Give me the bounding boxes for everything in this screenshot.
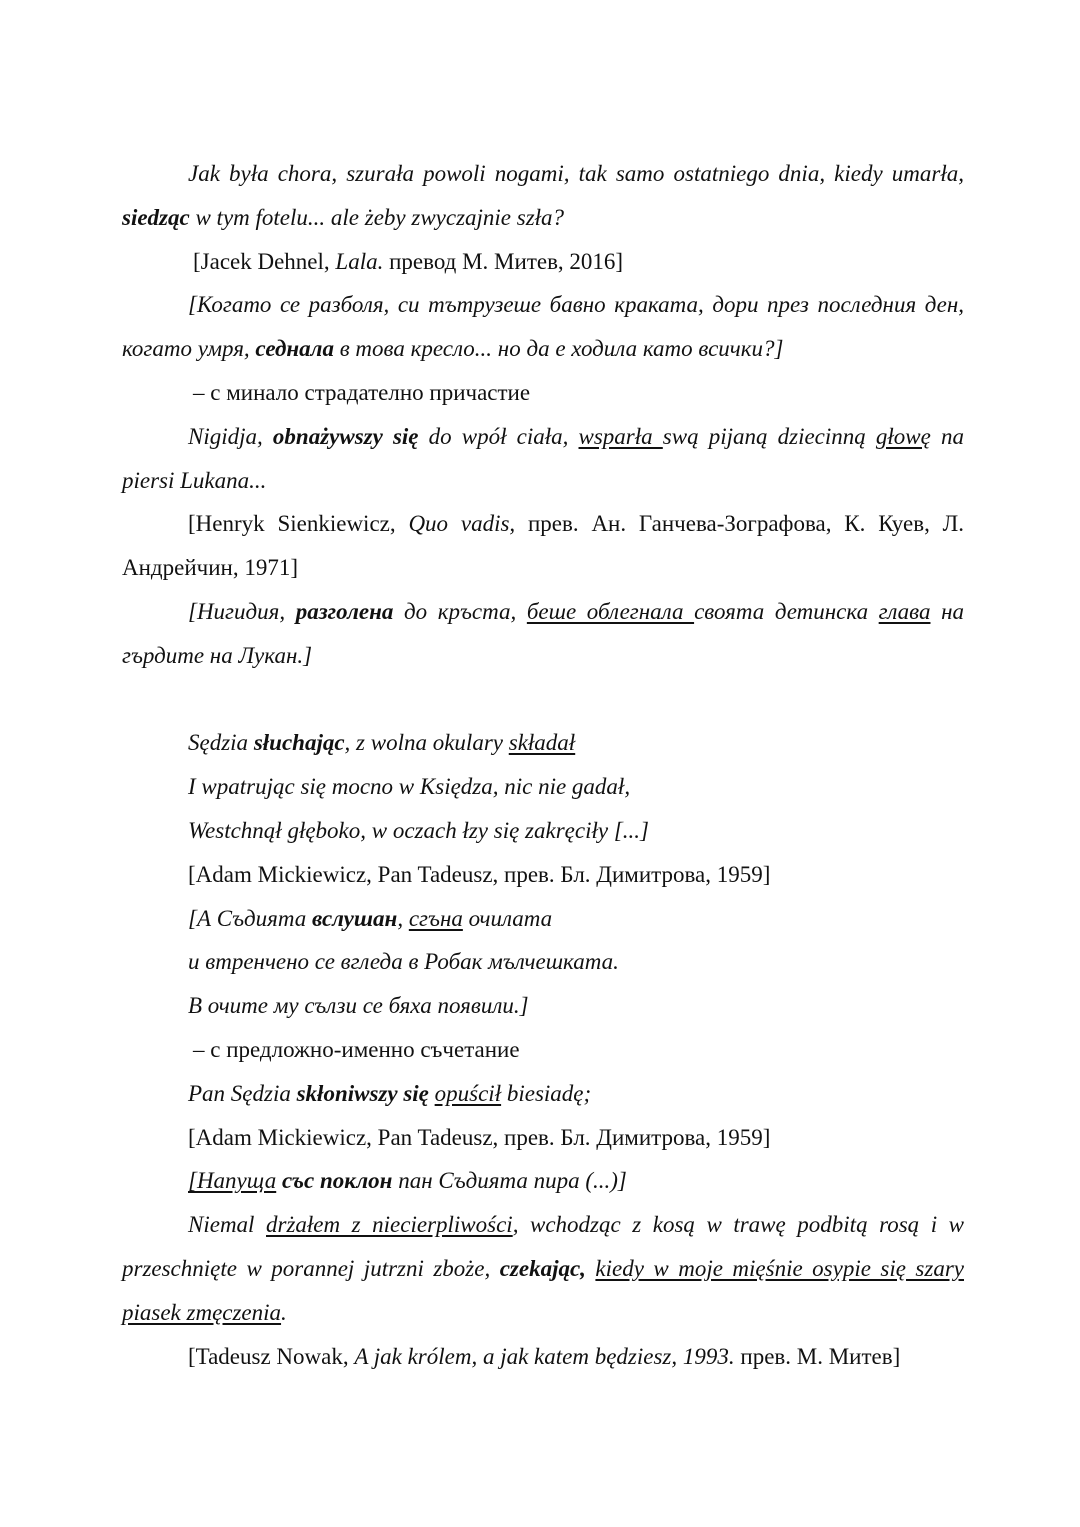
example-3-translation-line-2: и втренчено се вгледа в Робак мълчешката. [188,949,619,975]
underlined-verb: [Напуща [188,1168,277,1194]
example-4-bulgarian-translation: [Напуща със поклон пан Съдията пира (...)] [188,1168,627,1194]
example-3-source-citation: [Adam Mickiewicz, Pan Tadeusz, прев. Бл. Димитрова, 1959] [188,861,771,887]
example-2-source-citation: [Henryk Sienkiewicz, Quo vadis, прев. Ан. Ганчева-Зографова, К. Куев, Л. Андрейчин, 1971] [122,511,964,581]
book-title: A jak królem, a jak katem będziesz, 1993. [354,1343,735,1369]
example-4-polish-line: Pan Sędzia skłoniwszy się opuścił biesiadę; [188,1080,592,1106]
underlined-verb: беше облегнала [526,598,695,624]
section-heading-prepositional-phrase: – с предложно-именно съчетание [193,1036,520,1062]
highlighted-participle: разголена [295,598,394,624]
underlined-clause: kiedy w moje mięśnie osypie się szary piasek zmęczenia [122,1255,964,1325]
highlighted-participle: вслушан [312,905,398,931]
underlined-noun: глава [878,598,931,624]
example-1-bulgarian-translation: [Когато се разболя, си тътрузеше бавно краката, дори през последния ден, когато умря, седнала в това кресло... но да е ходила като всички?] [122,292,964,362]
example-3-verse-line-3: Westchnął głęboko, w oczach łzy się zakręciły [...] [188,817,649,843]
book-title: Lala. [335,248,384,274]
example-1-source-citation: [Jacek Dehnel, Lala. превод М. Митев, 2016] [193,248,624,274]
underlined-verb: сгъна [408,905,463,931]
highlighted-participle: седнала [255,336,334,362]
example-1-polish-paragraph: Jak była chora, szurała powoli nogami, tak samo ostatniego dnia, kiedy umarła, siedząc w tym fotelu... ale żeby zwyczajnie szła? [122,161,964,230]
example-5-source-citation: [Tadeusz Nowak, A jak królem, a jak katem będziesz, 1993. прев. М. Митев] [188,1343,901,1369]
document-page [122,152,964,1378]
book-title: Quo vadis, [408,511,516,537]
highlighted-participle: skłoniwszy się [296,1080,429,1106]
highlighted-participle: siedząc [122,204,190,230]
blank-line [122,678,964,722]
underlined-verb: opuścił [434,1080,502,1106]
underlined-verb: wsparła [578,423,663,449]
example-2-polish-paragraph: Nigidja, obnażywszy się do wpół ciała, wsparła swą pijaną dziecinną głowę na piersi Lukana... [122,423,965,493]
example-3-verse-line-2: I wpatrując się mocno w Księdza, nic nie gadał, [188,774,631,800]
underlined-noun: głowę [875,423,931,449]
underlined-phrase: drżałem z niecierpliwości [266,1212,513,1238]
example-5-polish-paragraph: Niemal drżałem z niecierpliwości, wchodząc z kosą w trawę podbitą rosą i w przeschnięte w porannej jutrzni zboże, czekając, kiedy w moje mięśnie osypie się szary piasek zmęczenia. [122,1212,964,1325]
highlighted-participle: słuchając [253,730,345,756]
example-4-source-citation: [Adam Mickiewicz, Pan Tadeusz, прев. Бл. Димитрова, 1959] [188,1124,771,1150]
example-2-bulgarian-translation: [Нигидия, разголена до кръста, беше облегнала своята детинска глава на гърдите на Лукан.] [122,598,964,668]
example-3-translation-line-3: В очите му сълзи се бяха появили.] [188,993,529,1019]
highlighted-participle: czekając, [499,1255,586,1281]
highlighted-participle: obnażywszy się [272,423,419,449]
underlined-verb: składał [508,730,576,756]
highlighted-phrase: със поклон [281,1168,393,1194]
example-3-verse-line-1: Sędzia słuchając, z wolna okulary składał [188,730,576,756]
example-3-translation-line-1: [А Съдията вслушан, сгъна очилата [188,905,553,931]
section-heading-past-passive-participle: – с минало страдателно причастие [193,379,531,405]
